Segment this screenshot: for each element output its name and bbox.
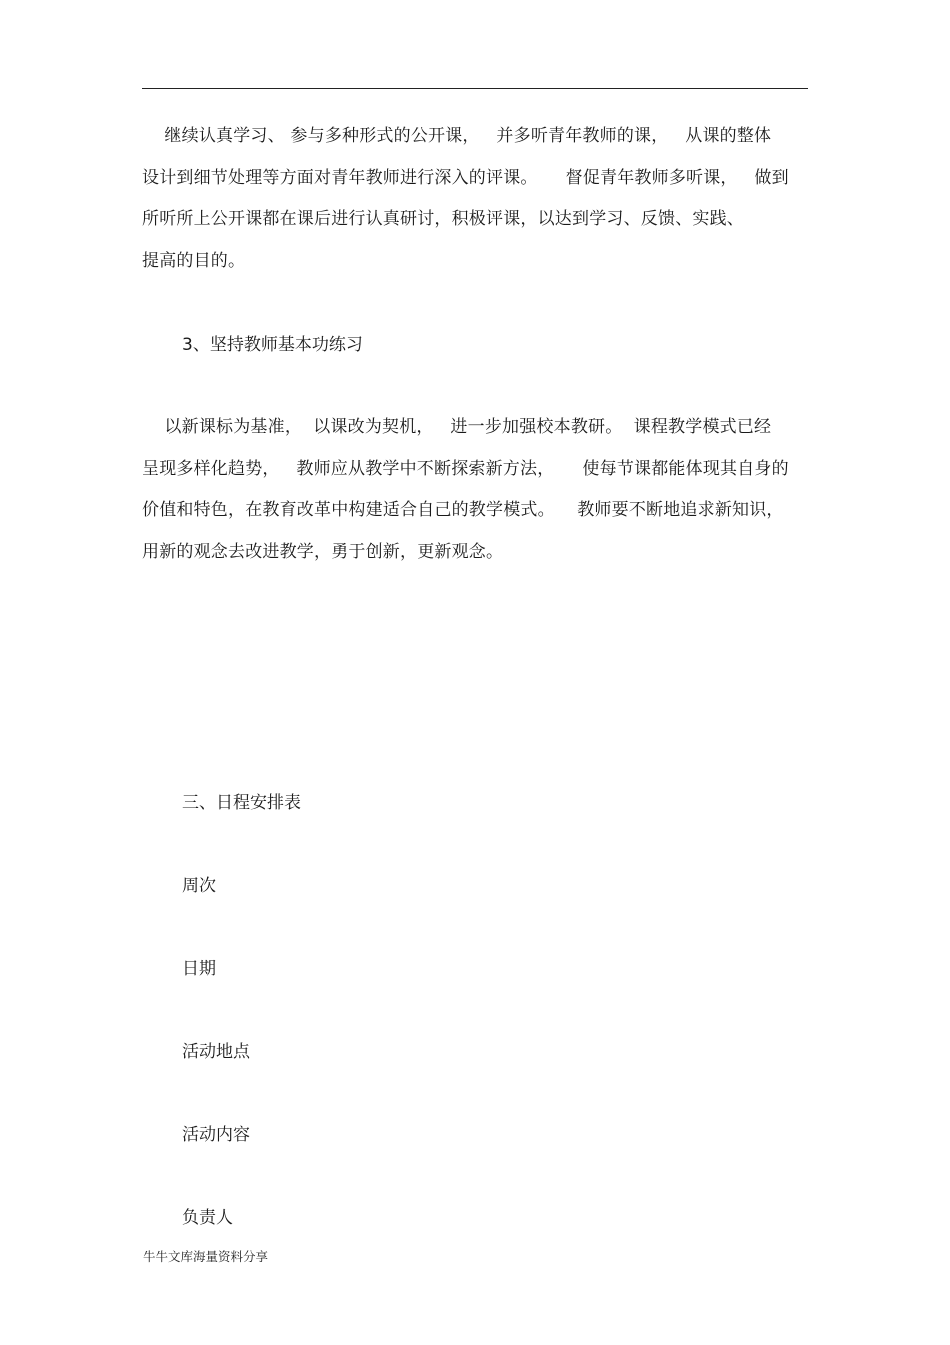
paragraph-line: 继续认真学习、 参与多种形式的公开课， 并多听青年教师的课， 从课的整体 bbox=[142, 126, 772, 146]
header-rule bbox=[142, 88, 808, 89]
paragraph-line: 用新的观念去改进教学，勇于创新，更新观念。 bbox=[142, 541, 504, 562]
paragraph-continue-learning bbox=[142, 116, 808, 282]
paragraph-line: 呈现多样化趋势， 教师应从教学中不断探索新方法， 使每节课都能体现其自身的 bbox=[142, 458, 789, 479]
paragraph-line: 所听所上公开课都在课后进行认真研讨，积极评课，以达到学习、反馈、实践、 bbox=[142, 209, 744, 229]
paragraph-new-curriculum bbox=[142, 407, 808, 573]
paragraph-line: 以新课标为基准， 以课改为契机， 进一步加强校本教研。 课程教学模式已经 bbox=[142, 417, 772, 437]
schedule-column-content: 活动内容 bbox=[182, 1125, 250, 1145]
paragraph-line: 价值和特色，在教育改革中构建适合自己的教学模式。 教师要不断地追求新知识， bbox=[142, 500, 784, 520]
schedule-column-date: 日期 bbox=[182, 959, 216, 979]
page-footer: 牛牛文库海量资料分享 bbox=[143, 1249, 269, 1264]
paragraph-line: 设计到细节处理等方面对青年教师进行深入的评课。 督促青年教师多听课， 做到 bbox=[142, 167, 789, 188]
section-3-heading: 3、坚持教师基本功练习 bbox=[182, 335, 363, 355]
paragraph-line: 提高的目的。 bbox=[142, 250, 246, 271]
schedule-column-week: 周次 bbox=[182, 876, 216, 896]
schedule-column-location: 活动地点 bbox=[182, 1042, 250, 1062]
schedule-column-person-in-charge: 负责人 bbox=[182, 1208, 233, 1228]
schedule-heading: 三、日程安排表 bbox=[182, 793, 301, 813]
